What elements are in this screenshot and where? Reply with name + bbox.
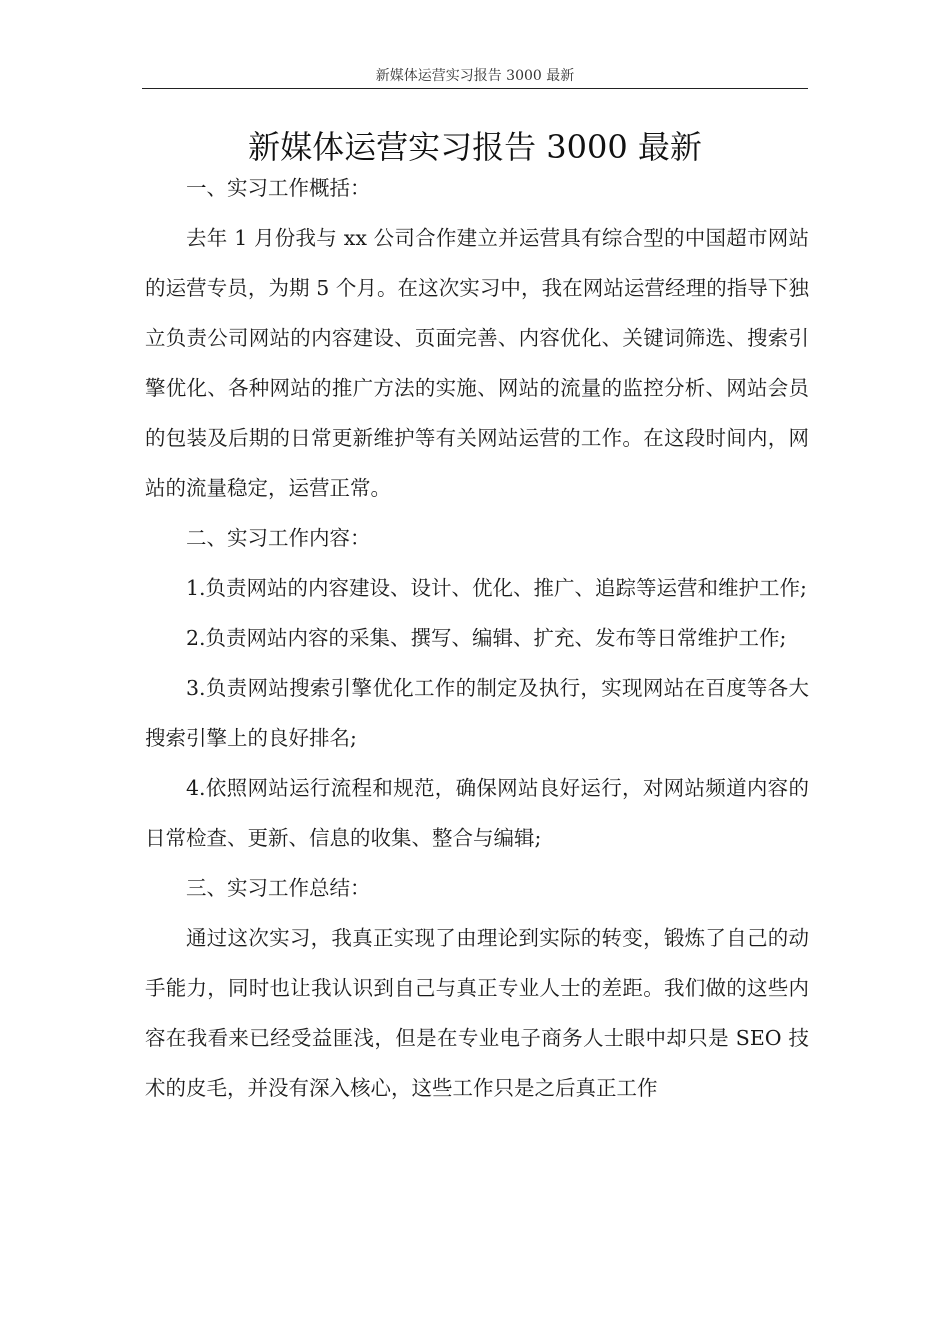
section-heading-summary: 三、实习工作总结： — [186, 876, 371, 900]
running-header: 新媒体运营实习报告 3000 最新 — [375, 68, 575, 84]
document-title: 新媒体运营实习报告 3000 最新 — [248, 128, 702, 167]
content-item-2: 2.负责网站内容的采集、撰写、编辑、扩充、发布等日常维护工作; — [186, 626, 787, 650]
overview-paragraph: 去年 1 月份我与 xx 公司合作建立并运营具有综合型的中国超市网站的运营专员，为期 5 个月。在这次实习中，我在网站运营经理的指导下独立负责公司网站的内容建设、页面完善、内容优化、关键词筛选、搜索引擎优化、各种网站的推广方法的实施、网站的流量的监控分析、网站会员的包装及后期的日常更新维护等有关网站运营的工作。在这段时间内，网站的流量稳定，运营正常。 — [145, 226, 809, 500]
section-heading-content: 二、实习工作内容： — [186, 526, 371, 550]
document-body — [145, 163, 809, 1113]
section-heading-overview: 一、实习工作概括： — [186, 176, 371, 200]
content-item-4: 4.依照网站运行流程和规范，确保网站良好运行，对网站频道内容的日常检查、更新、信息的收集、整合与编辑; — [145, 776, 809, 850]
summary-paragraph: 通过这次实习，我真正实现了由理论到实际的转变，锻炼了自己的动手能力，同时也让我认识到自己与真正专业人士的差距。我们做的这些内容在我看来已经受益匪浅，但是在专业电子商务人士眼中却只是 SEO 技术的皮毛，并没有深入核心，这些工作只是之后真正工作 — [145, 926, 809, 1100]
content-item-3: 3.负责网站搜索引擎优化工作的制定及执行，实现网站在百度等各大搜索引擎上的良好排名; — [145, 676, 809, 750]
header-rule — [142, 88, 808, 89]
content-item-1: 1.负责网站的内容建设、设计、优化、推广、追踪等运营和维护工作; — [186, 576, 807, 600]
